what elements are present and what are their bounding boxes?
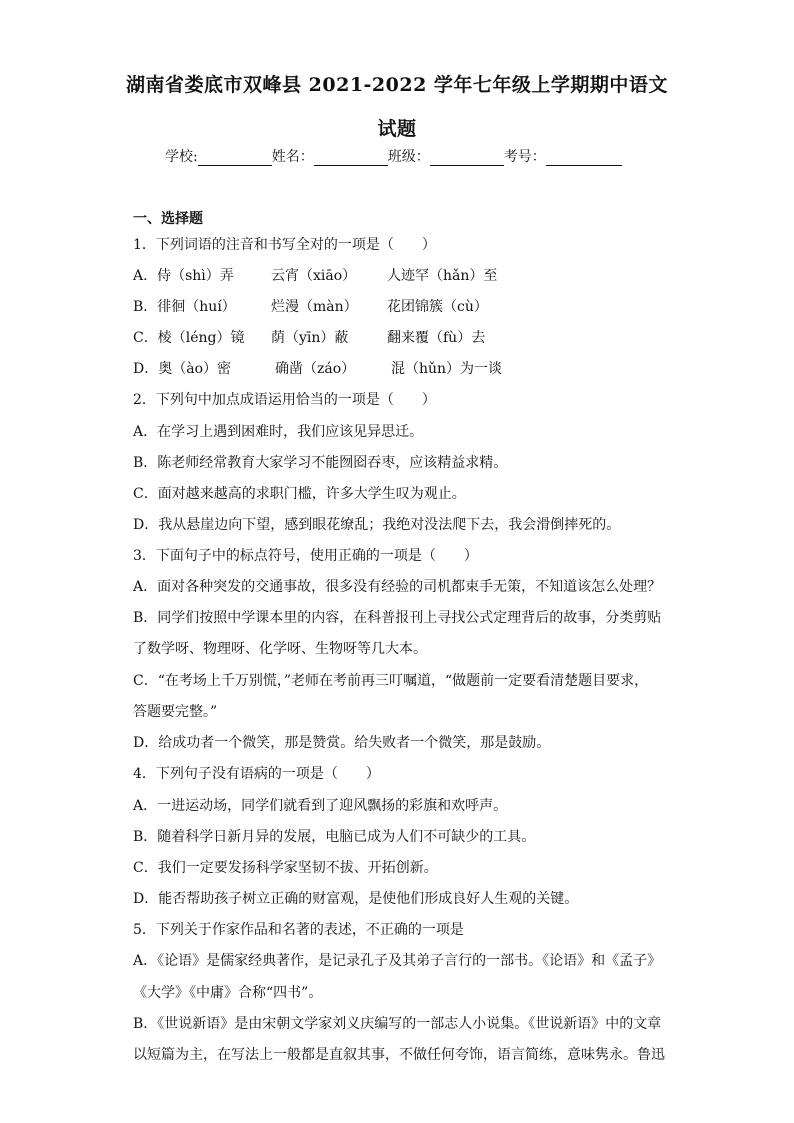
name-label: 姓名： xyxy=(271,149,314,165)
q3-option-c-line1: C．“在考场上千万别慌，”老师在考前再三叮嘱道，“做题前一定要看清楚题目要求， xyxy=(133,673,649,689)
student-info-line xyxy=(165,146,622,166)
exam-no-blank xyxy=(546,151,622,166)
q5-option-a-line1: A．《论语》是儒家经典著作，是记录孔子及其弟子言行的一部书。《论语》和《孟子》 xyxy=(133,953,662,969)
q5-option-b-line1: B．《世说新语》是由宋朝文学家刘义庆编写的一部志人小说集。《世说新语》中的文章 xyxy=(133,1016,662,1032)
class-label: 班级： xyxy=(387,149,430,165)
question-1-stem: 1．下列词语的注音和书写全对的一项是（ ） xyxy=(133,237,436,253)
q1-b-word3: 花团锦簇（cù） xyxy=(387,299,488,315)
q5-option-a-line2: 《大学》《中庸》合称“四书”。 xyxy=(133,985,323,1001)
q2-option-a: A．在学习上遇到困难时，我们应该见异思迁。 xyxy=(133,424,424,440)
q1-c-word1: C．棱（léng）镜 xyxy=(133,330,245,346)
question-3-stem: 3．下面句子中的标点符号，使用正确的一项是（ ） xyxy=(133,548,478,564)
q1-a-word2: 云宵（xiāo） xyxy=(271,268,357,284)
class-blank xyxy=(430,151,504,166)
q1-c-word2: 荫（yīn）蔽 xyxy=(271,330,349,346)
school-blank xyxy=(198,151,272,166)
name-blank xyxy=(314,151,388,166)
exam-no-label: 考号： xyxy=(503,149,546,165)
page-title: 湖南省娄底市双峰县 2021-2022 学年七年级上学期期中语文 xyxy=(126,74,668,96)
question-4-stem: 4．下列句子没有语病的一项是（ ） xyxy=(133,766,380,782)
question-5-stem: 5．下列关于作家作品和名著的表述，不正确的一项是 xyxy=(133,922,464,938)
q3-option-d: D．给成功者一个微笑，那是赞赏。给失败者一个微笑，那是鼓励。 xyxy=(133,735,551,751)
q1-a-word3: 人迹罕（hǎn）至 xyxy=(387,268,498,284)
q3-option-b-line2: 了数学呀、物理呀、化学呀、生物呀等几大本。 xyxy=(133,641,427,657)
q2-option-d: D．我从悬崖边向下望，感到眼花缭乱；我绝对没法爬下去，我会滑倒摔死的。 xyxy=(133,517,621,533)
q4-option-b: B．随着科学日新月异的发展，电脑已成为人们不可缺少的工具。 xyxy=(133,829,536,845)
q1-c-word3: 翻来覆（fù）去 xyxy=(387,330,486,346)
q2-option-b: B．陈老师经常教育大家学习不能囫囵吞枣，应该精益求精。 xyxy=(133,455,508,471)
q1-b-word1: B．徘徊（huí） xyxy=(133,299,236,315)
question-2-stem: 2．下列句中加点成语运用恰当的一项是（ ） xyxy=(133,392,436,408)
page-title-line2: 试题 xyxy=(377,118,417,140)
section-heading: 一、选择题 xyxy=(133,211,203,227)
q3-option-a: A．面对各种突发的交通事故，很多没有经验的司机都束手无策，不知道该怎么处理？ xyxy=(133,579,662,595)
q1-d-word1: D．奥（ào）密 xyxy=(133,361,231,377)
q1-a-word1: A．侍（shì）弄 xyxy=(133,268,234,284)
q1-d-word2: 确凿（záo） xyxy=(275,361,356,377)
school-label: 学校: xyxy=(165,149,198,165)
q2-option-c: C．面对越来越高的求职门槛，许多大学生叹为观止。 xyxy=(133,486,466,502)
q4-option-c: C．我们一定要发扬科学家坚韧不拔、开拓创新。 xyxy=(133,860,438,876)
q5-option-b-line2: 以短篇为主，在写法上一般都是直叙其事，不做任何夸饰，语言简练，意味隽永。鲁迅 xyxy=(133,1047,665,1063)
q4-option-a: A．一进运动场，同学们就看到了迎风飘扬的彩旗和欢呼声。 xyxy=(133,798,508,814)
q3-option-b-line1: B．同学们按照中学课本里的内容，在科普报刊上寻找公式定理背后的故事，分类剪贴 xyxy=(133,610,662,626)
q4-option-d: D．能否帮助孩子树立正确的财富观，是使他们形成良好人生观的关键。 xyxy=(133,891,579,907)
q1-d-word3: 混（hǔn）为一谈 xyxy=(391,361,503,377)
q1-b-word2: 烂漫（màn） xyxy=(271,299,358,315)
q3-option-c-line2: 答题要完整。” xyxy=(133,704,218,720)
